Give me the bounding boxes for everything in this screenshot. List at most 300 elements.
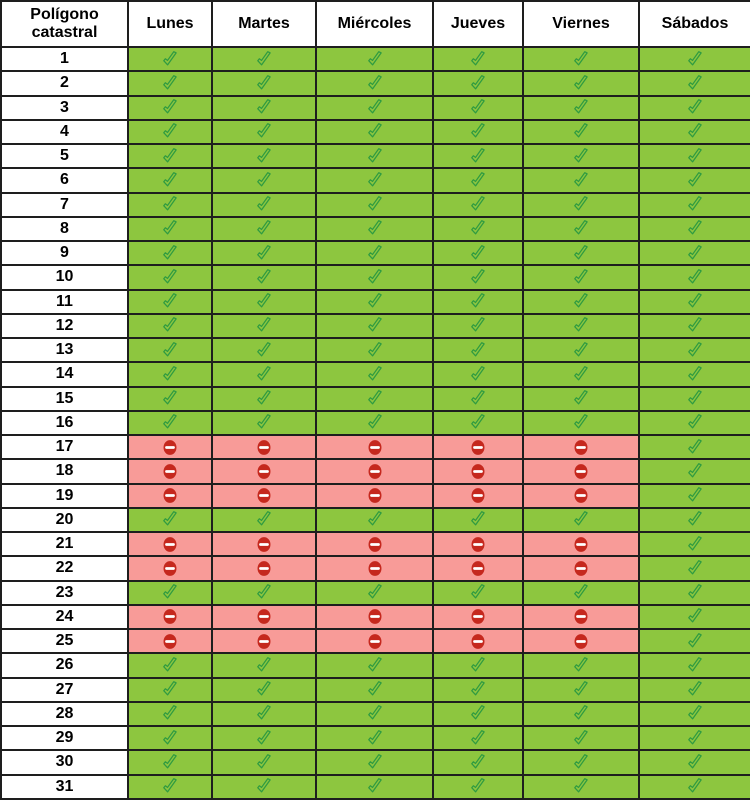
check-icon bbox=[366, 341, 384, 360]
day-cell-allowed bbox=[523, 144, 639, 168]
check-icon bbox=[161, 292, 179, 311]
day-cell-allowed bbox=[639, 726, 750, 750]
check-icon bbox=[366, 729, 384, 748]
check-icon bbox=[161, 50, 179, 69]
row-label: 11 bbox=[1, 290, 128, 314]
day-cell-allowed bbox=[212, 241, 316, 265]
check-icon bbox=[255, 219, 273, 238]
check-icon bbox=[572, 704, 590, 723]
day-cell-allowed bbox=[639, 387, 750, 411]
day-cell-allowed bbox=[212, 387, 316, 411]
day-cell-allowed bbox=[212, 750, 316, 774]
check-icon bbox=[686, 122, 704, 141]
check-icon bbox=[469, 244, 487, 263]
row-label: 28 bbox=[1, 702, 128, 726]
day-cell-allowed bbox=[212, 265, 316, 289]
header-row bbox=[1, 1, 750, 47]
day-cell-allowed bbox=[523, 362, 639, 386]
day-cell-restricted bbox=[128, 605, 212, 629]
day-cell-allowed bbox=[316, 96, 433, 120]
day-cell-allowed bbox=[639, 629, 750, 653]
day-cell-restricted bbox=[523, 556, 639, 580]
check-icon bbox=[686, 559, 704, 578]
day-cell-allowed bbox=[639, 750, 750, 774]
check-icon bbox=[686, 147, 704, 166]
check-icon bbox=[255, 777, 273, 796]
col-header-label: Miércoles bbox=[337, 14, 412, 32]
check-icon bbox=[469, 704, 487, 723]
day-cell-restricted bbox=[316, 435, 433, 459]
check-icon bbox=[469, 171, 487, 190]
day-cell-allowed bbox=[212, 775, 316, 800]
day-cell-allowed bbox=[212, 290, 316, 314]
table-row bbox=[1, 120, 750, 144]
check-icon bbox=[366, 680, 384, 699]
day-cell-allowed bbox=[128, 47, 212, 71]
check-icon bbox=[469, 729, 487, 748]
check-icon bbox=[469, 147, 487, 166]
check-icon bbox=[686, 171, 704, 190]
table-row bbox=[1, 217, 750, 241]
check-icon bbox=[161, 365, 179, 384]
check-icon bbox=[686, 413, 704, 432]
day-cell-allowed bbox=[433, 168, 523, 192]
day-cell-allowed bbox=[639, 702, 750, 726]
day-cell-allowed bbox=[433, 217, 523, 241]
day-cell-restricted bbox=[433, 459, 523, 483]
day-cell-allowed bbox=[212, 508, 316, 532]
day-cell-allowed bbox=[212, 120, 316, 144]
row-label: 4 bbox=[1, 120, 128, 144]
day-cell-allowed bbox=[639, 678, 750, 702]
row-label: 30 bbox=[1, 750, 128, 774]
check-icon bbox=[469, 656, 487, 675]
col-header-label: Polígono catastral bbox=[30, 5, 99, 41]
no-entry-icon bbox=[366, 438, 384, 457]
day-cell-allowed bbox=[639, 459, 750, 483]
day-cell-allowed bbox=[523, 290, 639, 314]
row-label: 6 bbox=[1, 168, 128, 192]
table-row bbox=[1, 678, 750, 702]
check-icon bbox=[366, 704, 384, 723]
day-cell-restricted bbox=[212, 484, 316, 508]
day-cell-allowed bbox=[639, 556, 750, 580]
day-cell-allowed bbox=[316, 338, 433, 362]
check-icon bbox=[686, 365, 704, 384]
row-label: 19 bbox=[1, 484, 128, 508]
day-cell-allowed bbox=[639, 605, 750, 629]
day-cell-allowed bbox=[523, 387, 639, 411]
check-icon bbox=[366, 74, 384, 93]
check-icon bbox=[469, 341, 487, 360]
check-icon bbox=[255, 680, 273, 699]
day-cell-allowed bbox=[433, 96, 523, 120]
check-icon bbox=[161, 219, 179, 238]
table-body bbox=[1, 47, 750, 799]
check-icon bbox=[161, 729, 179, 748]
day-cell-allowed bbox=[128, 241, 212, 265]
check-icon bbox=[366, 244, 384, 263]
table-row bbox=[1, 290, 750, 314]
check-icon bbox=[366, 292, 384, 311]
day-cell-allowed bbox=[128, 508, 212, 532]
check-icon bbox=[572, 413, 590, 432]
table-row bbox=[1, 750, 750, 774]
col-header-label: Jueves bbox=[450, 14, 506, 32]
col-header-miercoles bbox=[316, 1, 433, 47]
check-icon bbox=[366, 365, 384, 384]
day-cell-allowed bbox=[128, 217, 212, 241]
check-icon bbox=[469, 219, 487, 238]
day-cell-allowed bbox=[639, 338, 750, 362]
day-cell-restricted bbox=[433, 629, 523, 653]
day-cell-allowed bbox=[523, 168, 639, 192]
day-cell-allowed bbox=[433, 653, 523, 677]
day-cell-allowed bbox=[523, 653, 639, 677]
day-cell-allowed bbox=[128, 702, 212, 726]
row-label: 3 bbox=[1, 96, 128, 120]
day-cell-allowed bbox=[212, 144, 316, 168]
day-cell-allowed bbox=[639, 71, 750, 95]
day-cell-allowed bbox=[212, 581, 316, 605]
col-header-sabados bbox=[639, 1, 750, 47]
check-icon bbox=[572, 98, 590, 117]
row-label: 8 bbox=[1, 217, 128, 241]
check-icon bbox=[366, 583, 384, 602]
check-icon bbox=[469, 777, 487, 796]
day-cell-allowed bbox=[212, 71, 316, 95]
check-icon bbox=[255, 292, 273, 311]
day-cell-allowed bbox=[212, 411, 316, 435]
day-cell-allowed bbox=[128, 338, 212, 362]
day-cell-allowed bbox=[128, 71, 212, 95]
check-icon bbox=[469, 316, 487, 335]
day-cell-allowed bbox=[523, 581, 639, 605]
day-cell-allowed bbox=[128, 96, 212, 120]
no-entry-icon bbox=[572, 632, 590, 651]
table-row bbox=[1, 653, 750, 677]
day-cell-restricted bbox=[128, 629, 212, 653]
check-icon bbox=[469, 122, 487, 141]
day-cell-allowed bbox=[316, 581, 433, 605]
check-icon bbox=[366, 268, 384, 287]
check-icon bbox=[161, 777, 179, 796]
day-cell-allowed bbox=[128, 726, 212, 750]
row-label: 9 bbox=[1, 241, 128, 265]
col-header-label: Martes bbox=[238, 14, 290, 32]
check-icon bbox=[366, 147, 384, 166]
check-icon bbox=[572, 680, 590, 699]
col-header-viernes bbox=[523, 1, 639, 47]
table-row bbox=[1, 484, 750, 508]
check-icon bbox=[255, 195, 273, 214]
check-icon bbox=[686, 462, 704, 481]
table-row bbox=[1, 265, 750, 289]
col-header-label: Lunes bbox=[146, 14, 194, 32]
row-label: 10 bbox=[1, 265, 128, 289]
day-cell-allowed bbox=[523, 47, 639, 71]
day-cell-allowed bbox=[523, 193, 639, 217]
check-icon bbox=[572, 195, 590, 214]
check-icon bbox=[686, 195, 704, 214]
day-cell-restricted bbox=[212, 459, 316, 483]
table-row bbox=[1, 193, 750, 217]
check-icon bbox=[255, 244, 273, 263]
check-icon bbox=[366, 195, 384, 214]
day-cell-allowed bbox=[523, 775, 639, 800]
table-row bbox=[1, 605, 750, 629]
day-cell-restricted bbox=[523, 629, 639, 653]
day-cell-allowed bbox=[639, 362, 750, 386]
day-cell-restricted bbox=[212, 532, 316, 556]
check-icon bbox=[686, 268, 704, 287]
day-cell-allowed bbox=[212, 338, 316, 362]
day-cell-restricted bbox=[128, 556, 212, 580]
row-label: 7 bbox=[1, 193, 128, 217]
day-cell-allowed bbox=[212, 96, 316, 120]
day-cell-allowed bbox=[433, 144, 523, 168]
check-icon bbox=[686, 98, 704, 117]
check-icon bbox=[255, 341, 273, 360]
day-cell-allowed bbox=[212, 702, 316, 726]
day-cell-restricted bbox=[433, 484, 523, 508]
day-cell-allowed bbox=[212, 217, 316, 241]
day-cell-allowed bbox=[316, 193, 433, 217]
day-cell-restricted bbox=[212, 605, 316, 629]
check-icon bbox=[469, 680, 487, 699]
day-cell-allowed bbox=[316, 362, 433, 386]
check-icon bbox=[572, 729, 590, 748]
day-cell-allowed bbox=[316, 750, 433, 774]
day-cell-allowed bbox=[128, 653, 212, 677]
row-label: 20 bbox=[1, 508, 128, 532]
day-cell-allowed bbox=[523, 338, 639, 362]
check-icon bbox=[161, 316, 179, 335]
day-cell-allowed bbox=[128, 168, 212, 192]
day-cell-allowed bbox=[433, 120, 523, 144]
table-row bbox=[1, 241, 750, 265]
check-icon bbox=[572, 219, 590, 238]
check-icon bbox=[255, 510, 273, 529]
check-icon bbox=[469, 365, 487, 384]
day-cell-allowed bbox=[523, 411, 639, 435]
no-entry-icon bbox=[366, 559, 384, 578]
day-cell-restricted bbox=[316, 484, 433, 508]
table-row bbox=[1, 508, 750, 532]
day-cell-allowed bbox=[433, 678, 523, 702]
check-icon bbox=[255, 729, 273, 748]
row-label: 23 bbox=[1, 581, 128, 605]
check-icon bbox=[366, 219, 384, 238]
day-cell-allowed bbox=[639, 290, 750, 314]
check-icon bbox=[161, 171, 179, 190]
check-icon bbox=[255, 147, 273, 166]
check-icon bbox=[572, 777, 590, 796]
check-icon bbox=[255, 753, 273, 772]
col-header-martes bbox=[212, 1, 316, 47]
check-icon bbox=[161, 753, 179, 772]
day-cell-restricted bbox=[433, 435, 523, 459]
table-row bbox=[1, 435, 750, 459]
no-entry-icon bbox=[255, 559, 273, 578]
check-icon bbox=[366, 122, 384, 141]
table-row bbox=[1, 532, 750, 556]
table-row bbox=[1, 47, 750, 71]
day-cell-allowed bbox=[639, 435, 750, 459]
table-row bbox=[1, 629, 750, 653]
row-label: 16 bbox=[1, 411, 128, 435]
no-entry-icon bbox=[161, 486, 179, 505]
table-row bbox=[1, 459, 750, 483]
check-icon bbox=[161, 656, 179, 675]
row-label: 14 bbox=[1, 362, 128, 386]
table-row bbox=[1, 581, 750, 605]
no-entry-icon bbox=[161, 535, 179, 554]
day-cell-restricted bbox=[212, 435, 316, 459]
no-entry-icon bbox=[255, 535, 273, 554]
day-cell-allowed bbox=[523, 678, 639, 702]
check-icon bbox=[686, 753, 704, 772]
no-entry-icon bbox=[572, 438, 590, 457]
day-cell-restricted bbox=[523, 532, 639, 556]
day-cell-allowed bbox=[523, 750, 639, 774]
check-icon bbox=[686, 510, 704, 529]
check-icon bbox=[255, 122, 273, 141]
table-row bbox=[1, 411, 750, 435]
day-cell-allowed bbox=[639, 775, 750, 800]
day-cell-allowed bbox=[639, 241, 750, 265]
row-label: 31 bbox=[1, 775, 128, 800]
no-entry-icon bbox=[469, 462, 487, 481]
check-icon bbox=[686, 74, 704, 93]
day-cell-allowed bbox=[523, 726, 639, 750]
check-icon bbox=[686, 244, 704, 263]
check-icon bbox=[366, 171, 384, 190]
day-cell-restricted bbox=[433, 556, 523, 580]
table-row bbox=[1, 314, 750, 338]
check-icon bbox=[572, 147, 590, 166]
check-icon bbox=[469, 98, 487, 117]
row-label: 22 bbox=[1, 556, 128, 580]
day-cell-allowed bbox=[433, 411, 523, 435]
day-cell-allowed bbox=[433, 508, 523, 532]
check-icon bbox=[469, 268, 487, 287]
no-entry-icon bbox=[572, 559, 590, 578]
no-entry-icon bbox=[572, 607, 590, 626]
no-entry-icon bbox=[469, 632, 487, 651]
no-entry-icon bbox=[366, 535, 384, 554]
check-icon bbox=[686, 704, 704, 723]
table-row bbox=[1, 71, 750, 95]
day-cell-allowed bbox=[316, 290, 433, 314]
check-icon bbox=[161, 244, 179, 263]
check-icon bbox=[161, 680, 179, 699]
day-cell-allowed bbox=[433, 775, 523, 800]
check-icon bbox=[255, 583, 273, 602]
day-cell-allowed bbox=[316, 168, 433, 192]
no-entry-icon bbox=[255, 607, 273, 626]
check-icon bbox=[161, 583, 179, 602]
day-cell-restricted bbox=[316, 459, 433, 483]
day-cell-allowed bbox=[433, 387, 523, 411]
day-cell-allowed bbox=[128, 581, 212, 605]
col-header-poligono-catastral bbox=[1, 1, 128, 47]
day-cell-restricted bbox=[128, 459, 212, 483]
check-icon bbox=[572, 365, 590, 384]
day-cell-allowed bbox=[212, 678, 316, 702]
check-icon bbox=[572, 316, 590, 335]
day-cell-allowed bbox=[639, 484, 750, 508]
check-icon bbox=[366, 413, 384, 432]
check-icon bbox=[686, 219, 704, 238]
day-cell-allowed bbox=[212, 362, 316, 386]
check-icon bbox=[686, 292, 704, 311]
no-entry-icon bbox=[255, 486, 273, 505]
check-icon bbox=[686, 777, 704, 796]
check-icon bbox=[572, 583, 590, 602]
day-cell-allowed bbox=[316, 217, 433, 241]
day-cell-allowed bbox=[316, 241, 433, 265]
check-icon bbox=[686, 486, 704, 505]
day-cell-allowed bbox=[212, 193, 316, 217]
day-cell-restricted bbox=[523, 435, 639, 459]
row-label: 21 bbox=[1, 532, 128, 556]
table-row bbox=[1, 775, 750, 800]
check-icon bbox=[366, 50, 384, 69]
check-icon bbox=[469, 292, 487, 311]
day-cell-allowed bbox=[128, 144, 212, 168]
day-cell-allowed bbox=[433, 265, 523, 289]
no-entry-icon bbox=[161, 559, 179, 578]
day-cell-allowed bbox=[316, 265, 433, 289]
check-icon bbox=[686, 632, 704, 651]
no-entry-icon bbox=[366, 462, 384, 481]
day-cell-allowed bbox=[128, 750, 212, 774]
no-entry-icon bbox=[469, 559, 487, 578]
day-cell-allowed bbox=[639, 314, 750, 338]
day-cell-allowed bbox=[128, 387, 212, 411]
row-label: 2 bbox=[1, 71, 128, 95]
day-cell-allowed bbox=[316, 508, 433, 532]
no-entry-icon bbox=[366, 607, 384, 626]
table-header bbox=[1, 1, 750, 47]
day-cell-allowed bbox=[316, 144, 433, 168]
day-cell-allowed bbox=[639, 265, 750, 289]
day-cell-allowed bbox=[212, 47, 316, 71]
day-cell-allowed bbox=[212, 726, 316, 750]
day-cell-allowed bbox=[316, 678, 433, 702]
day-cell-allowed bbox=[523, 120, 639, 144]
day-cell-allowed bbox=[316, 314, 433, 338]
day-cell-allowed bbox=[523, 265, 639, 289]
table-row bbox=[1, 387, 750, 411]
no-entry-icon bbox=[572, 462, 590, 481]
day-cell-allowed bbox=[433, 750, 523, 774]
day-cell-allowed bbox=[433, 241, 523, 265]
check-icon bbox=[255, 389, 273, 408]
check-icon bbox=[255, 656, 273, 675]
row-label: 18 bbox=[1, 459, 128, 483]
no-entry-icon bbox=[255, 438, 273, 457]
check-icon bbox=[686, 535, 704, 554]
day-cell-allowed bbox=[523, 314, 639, 338]
day-cell-restricted bbox=[212, 556, 316, 580]
day-cell-allowed bbox=[316, 120, 433, 144]
day-cell-allowed bbox=[433, 362, 523, 386]
no-entry-icon bbox=[161, 438, 179, 457]
day-cell-restricted bbox=[316, 629, 433, 653]
check-icon bbox=[366, 753, 384, 772]
